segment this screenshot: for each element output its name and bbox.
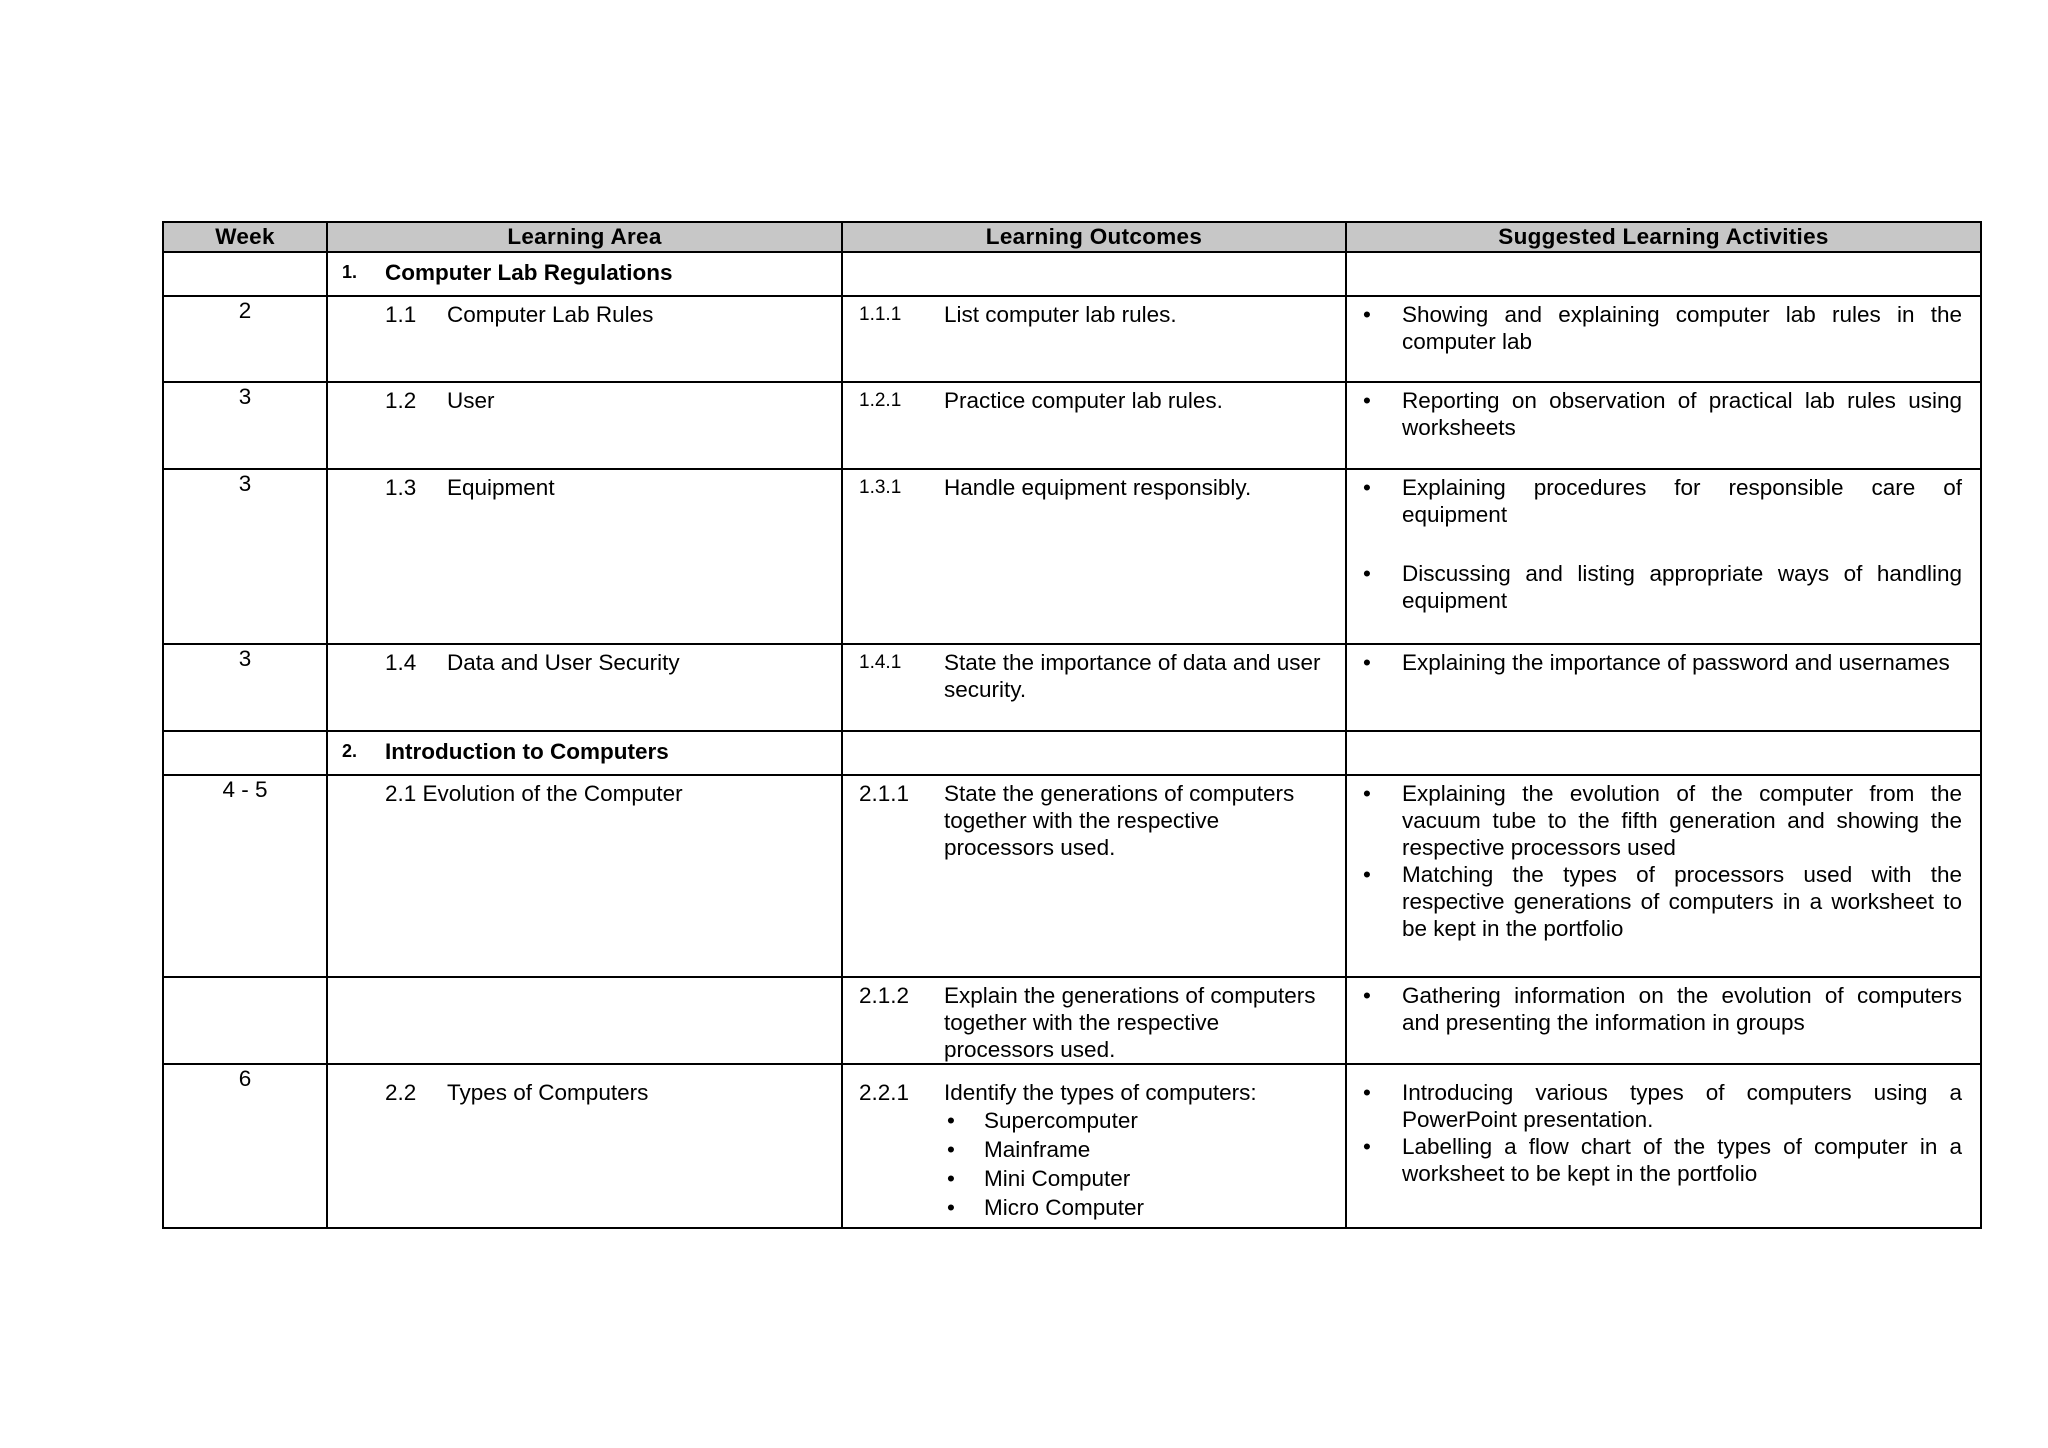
outcome-number: 2.1.1: [859, 781, 910, 806]
header-learning-outcomes: Learning Outcomes: [842, 222, 1346, 252]
outcome-text: State the generations of computers together with the respective processors used.: [944, 781, 1295, 860]
area-title: User: [447, 388, 495, 413]
activity-item: [1347, 1079, 1962, 1133]
activity-text: Gathering information on the evolution of computers and presenting the information in groups: [1402, 983, 1962, 1035]
activities-list: [1347, 645, 1980, 676]
outcome-number: 2.1.2: [859, 983, 910, 1008]
activity-text: Explaining procedures for responsible care of equipment: [1402, 475, 1962, 527]
table-row: [163, 382, 1981, 469]
learning-area: [328, 1065, 841, 1105]
learning-outcome: [843, 297, 1345, 328]
week-cell: 6: [163, 1064, 327, 1228]
learning-area: [328, 297, 841, 327]
learning-outcome: [843, 645, 1345, 703]
learning-outcome: [843, 1065, 1345, 1222]
learning-outcome: [843, 470, 1345, 501]
bullet-icon: •: [947, 1195, 955, 1220]
week-cell: 4 - 5: [163, 775, 327, 977]
outcome-number: 1.3.1: [859, 477, 902, 498]
area-title: Computer Lab Rules: [447, 302, 654, 327]
area-number: 1.1: [385, 302, 417, 327]
header-learning-area: Learning Area: [327, 222, 842, 252]
outcome-text: Identify the types of computers:: [944, 1080, 1257, 1105]
area-number: 1.3: [385, 475, 417, 500]
area-number: 1.2: [385, 388, 417, 413]
activities-list: [1347, 383, 1980, 441]
activity-text: Introducing various types of computers using a PowerPoint presentation.: [1402, 1080, 1962, 1132]
area-title: Data and User Security: [447, 650, 680, 675]
table-row: [163, 469, 1981, 644]
activities-list: [1347, 978, 1980, 1036]
activity-item: [1347, 1133, 1962, 1187]
learning-outcome: [843, 978, 1345, 1063]
table-row: [163, 644, 1981, 731]
outcome-number: 1.4.1: [859, 652, 902, 673]
table-row: [163, 296, 1981, 382]
computer-types-list: [944, 1106, 1333, 1222]
week-cell: 3: [163, 469, 327, 644]
activities-list: [1347, 776, 1980, 942]
week-cell: [163, 977, 327, 1064]
activity-text: Reporting on observation of practical lab rules using worksheets: [1402, 388, 1962, 440]
list-item: • Supercomputer: [947, 1108, 1138, 1133]
area-number: 1.4: [385, 650, 417, 675]
activity-text: Matching the types of processors used with the respective generations of computers in a worksheet to be kept in the portfolio: [1402, 862, 1962, 941]
activity-item: [1347, 474, 1962, 528]
week-cell: 3: [163, 644, 327, 731]
bullet-icon: •: [1363, 983, 1371, 1008]
outcome-number: 2.2.1: [859, 1080, 910, 1105]
bullet-icon: •: [1363, 561, 1371, 586]
activity-text: Showing and explaining computer lab rules in the computer lab: [1402, 302, 1962, 354]
learning-area: [328, 645, 841, 675]
outcome-number: 1.2.1: [859, 390, 902, 411]
activity-text: Discussing and listing appropriate ways of handling equipment: [1402, 561, 1962, 613]
outcome-text: Handle equipment responsibly.: [944, 475, 1252, 500]
bullet-icon: •: [947, 1108, 955, 1133]
list-item: • Mainframe: [947, 1137, 1091, 1162]
learning-area: [328, 383, 841, 413]
outcome-text: Explain the generations of computers together with the respective processors used.: [944, 983, 1316, 1062]
section-title: Computer Lab Regulations: [385, 260, 673, 285]
activity-item: [1347, 649, 1962, 676]
section-number: 2.: [342, 741, 358, 761]
activities-list: [1347, 297, 1980, 355]
activity-item: [1347, 861, 1962, 942]
learning-outcome: [843, 776, 1345, 861]
area-number: 2.2: [385, 1080, 417, 1105]
bullet-icon: •: [1363, 862, 1371, 887]
bullet-icon: •: [1363, 388, 1371, 413]
week-cell: 3: [163, 382, 327, 469]
bullet-icon: •: [1363, 1134, 1371, 1159]
list-item: • Mini Computer: [947, 1166, 1131, 1191]
bullet-icon: •: [1363, 781, 1371, 806]
week-cell: 2: [163, 296, 327, 382]
section-heading: [328, 253, 841, 293]
activity-text: Labelling a flow chart of the types of computer in a worksheet to be kept in the portfolio: [1402, 1134, 1962, 1186]
area-title: Types of Computers: [447, 1080, 649, 1105]
table-row: [163, 977, 1981, 1064]
list-item: • Micro Computer: [947, 1195, 1145, 1220]
syllabus-table: [162, 221, 1982, 1229]
area-title: 2.1 Evolution of the Computer: [385, 781, 683, 806]
section-row: [163, 252, 1981, 296]
outcome-text: List computer lab rules.: [944, 302, 1177, 327]
header-suggested-activities: Suggested Learning Activities: [1346, 222, 1981, 252]
learning-area: [328, 470, 841, 500]
section-title: Introduction to Computers: [385, 739, 669, 764]
activities-list: [1347, 470, 1980, 614]
activity-item: [1347, 780, 1962, 861]
activity-item: [1347, 301, 1962, 355]
activity-text: Explaining the evolution of the computer from the vacuum tube to the fifth generation and showing the respective processors used: [1402, 781, 1962, 860]
section-row: [163, 731, 1981, 775]
area-title: Equipment: [447, 475, 555, 500]
bullet-icon: •: [1363, 650, 1371, 675]
bullet-icon: •: [1363, 1080, 1371, 1105]
bullet-icon: •: [947, 1166, 955, 1191]
learning-outcome: [843, 383, 1345, 414]
activity-item: [1347, 387, 1962, 441]
section-number: 1.: [342, 262, 358, 282]
table-row: [163, 1064, 1981, 1228]
table-row: [163, 775, 1981, 977]
outcome-text: Practice computer lab rules.: [944, 388, 1223, 413]
bullet-icon: •: [947, 1137, 955, 1162]
header-week: Week: [163, 222, 327, 252]
outcome-text: State the importance of data and user security.: [944, 650, 1321, 702]
activity-text: Explaining the importance of password and usernames: [1402, 650, 1950, 675]
header-row: [163, 222, 1981, 252]
outcome-number: 1.1.1: [859, 304, 902, 325]
activity-item: [1347, 982, 1962, 1036]
learning-area: [328, 776, 841, 806]
activity-item: [1347, 560, 1962, 614]
section-heading: [328, 732, 841, 772]
bullet-icon: •: [1363, 302, 1371, 327]
activities-list: [1347, 1065, 1980, 1187]
bullet-icon: •: [1363, 475, 1371, 500]
